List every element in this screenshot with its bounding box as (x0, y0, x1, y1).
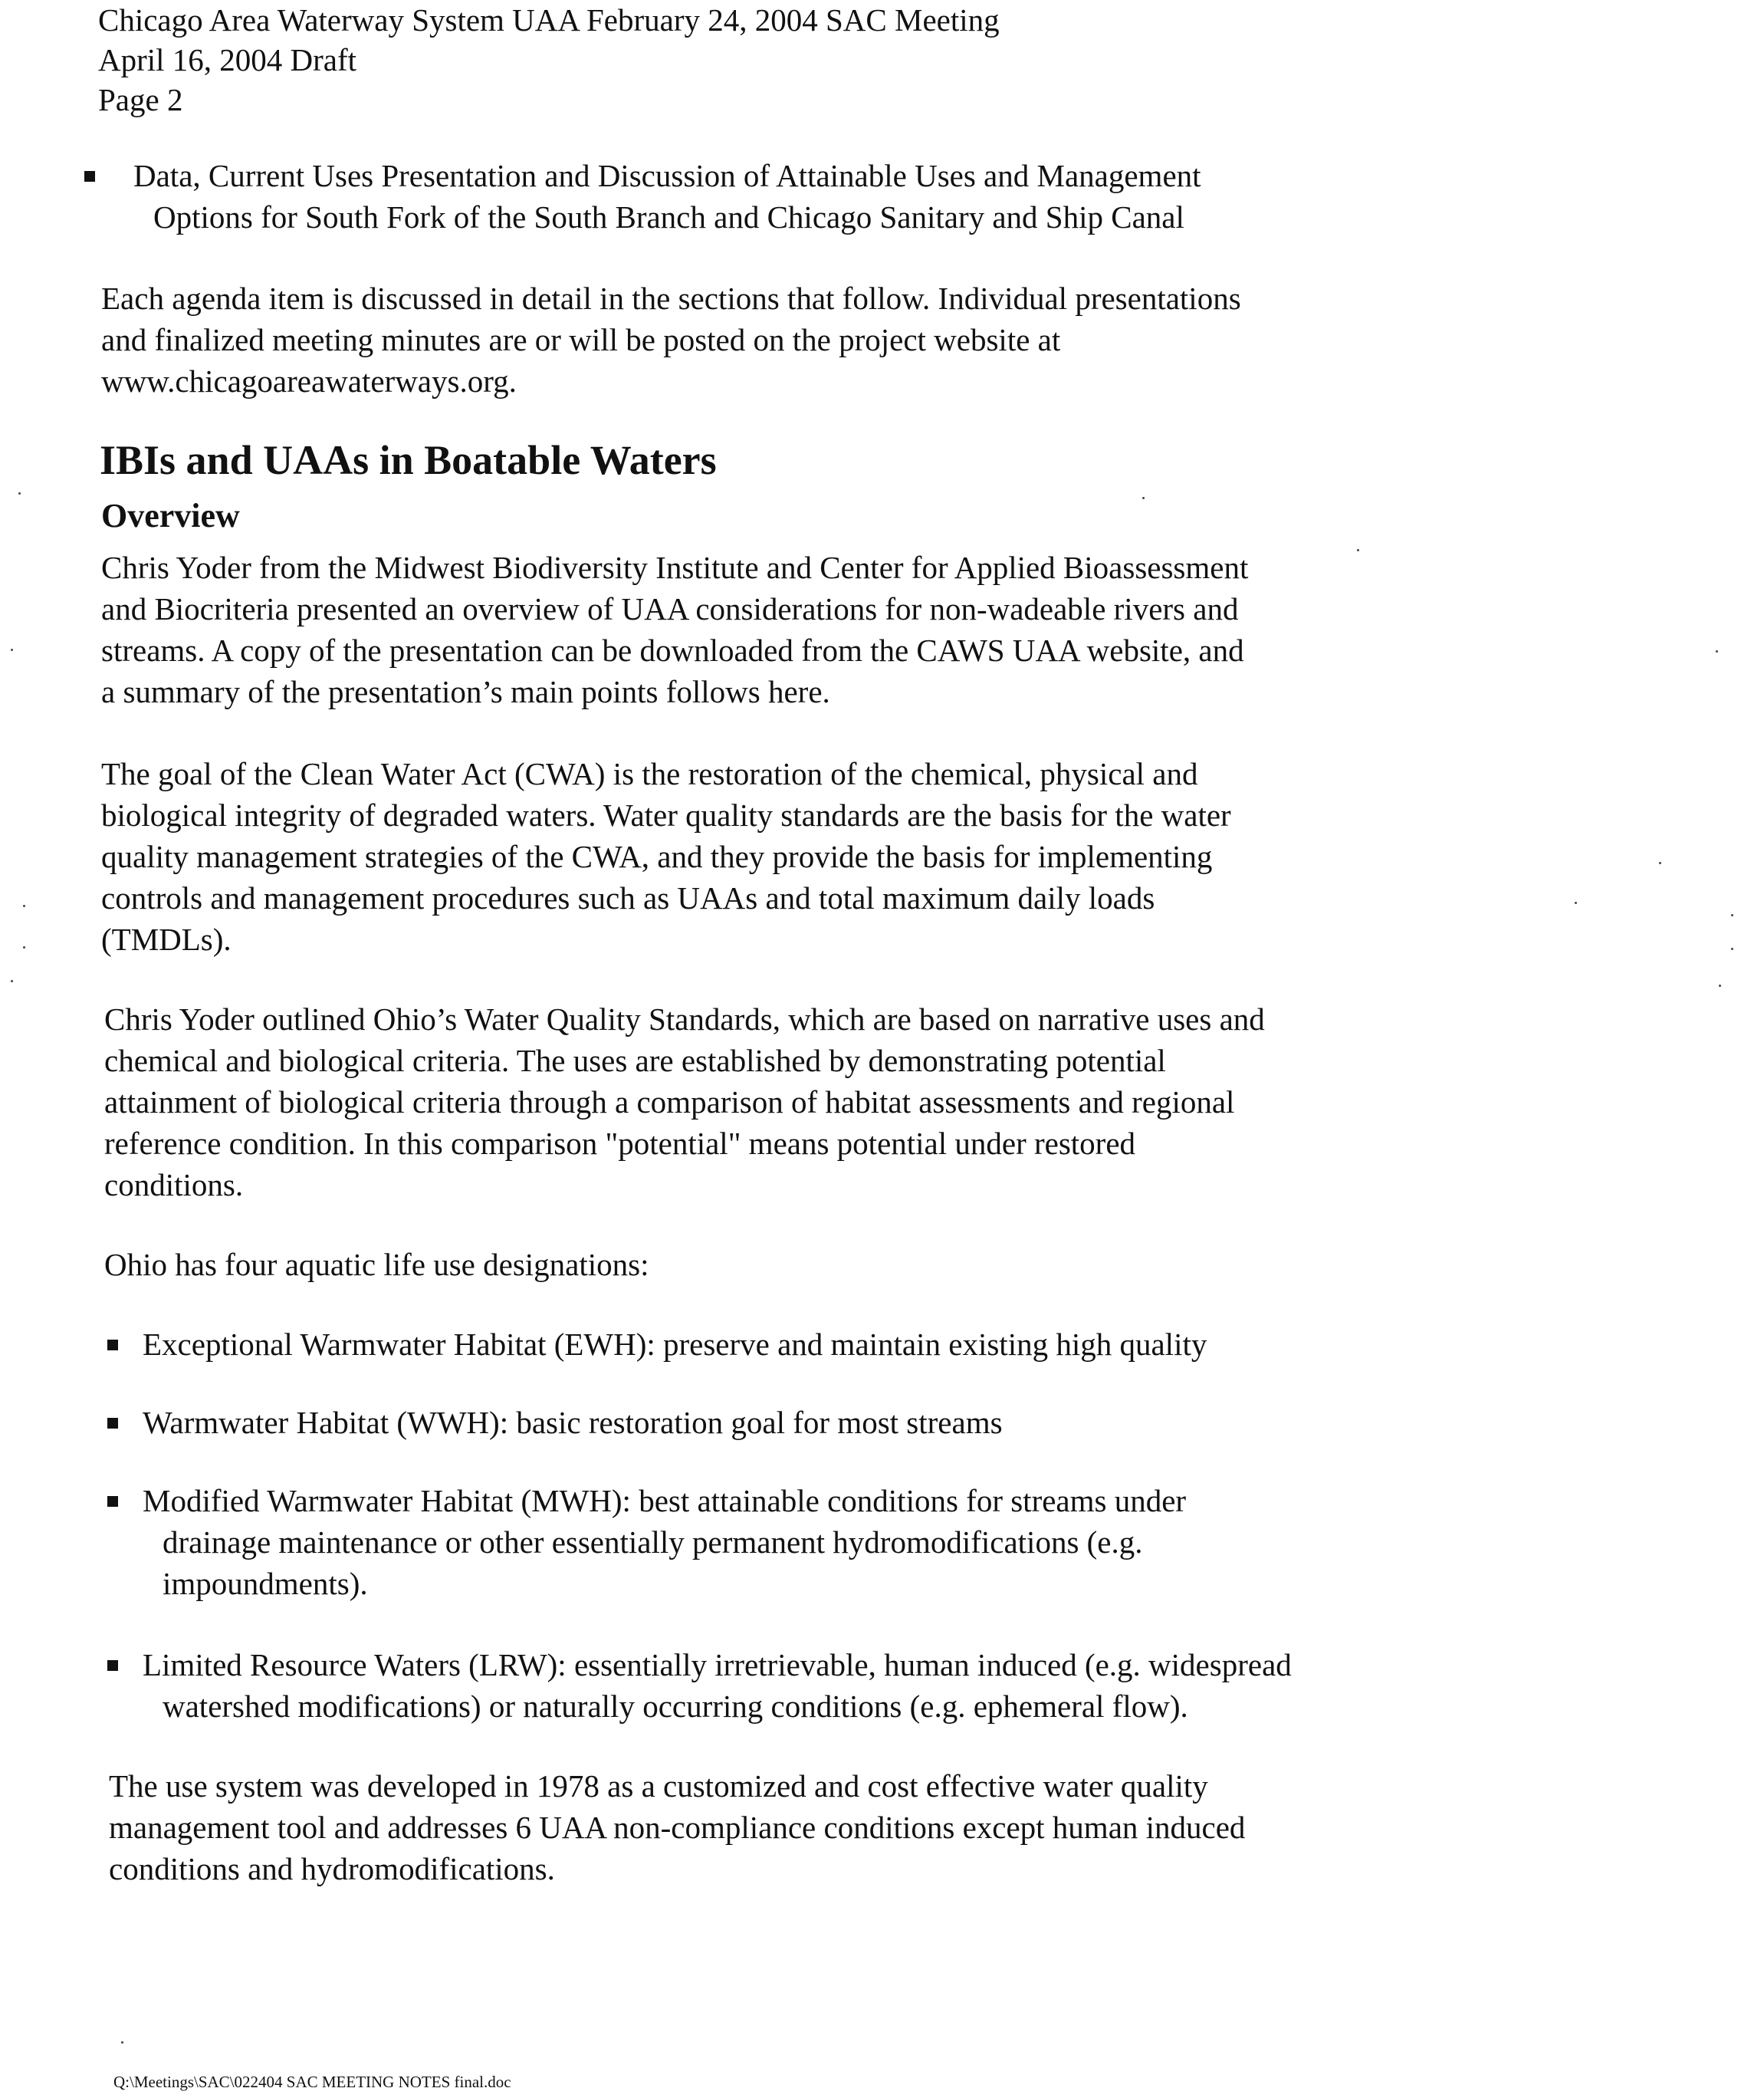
header-page-number: Page 2 (98, 82, 183, 117)
paragraph-line: Ohio has four aquatic life use designations: (104, 1247, 649, 1282)
scan-speck (23, 946, 25, 949)
bullet-square-icon (107, 1340, 118, 1350)
paragraph-ohio-standards (104, 998, 1484, 1205)
footer-file-path: Q:\Meetings\SAC\022404 SAC MEETING NOTES final.doc (113, 2073, 511, 2091)
paragraph-line: The use system was developed in 1978 as a customized and cost effective water quality (109, 1768, 1208, 1804)
scan-speck (11, 649, 13, 651)
intro-line-2: and finalized meeting minutes are or will be posted on the project website at (101, 322, 1061, 357)
intro-line-1: Each agenda item is discussed in detail in the sections that follow. Individual presentations (101, 281, 1241, 316)
scan-speck (1575, 902, 1577, 904)
paragraph-line: controls and management procedures such as UAAs and total maximum daily loads (101, 880, 1155, 916)
designation-item-wwh (107, 1402, 1503, 1443)
intro-line-3: www.chicagoareawaterways.org. (101, 363, 517, 399)
paragraph-line: The goal of the Clean Water Act (CWA) is the restoration of the chemical, physical and (101, 756, 1198, 791)
scan-speck (1731, 914, 1733, 916)
paragraph-line: quality management strategies of the CWA, and they provide the basis for implementing (101, 839, 1213, 874)
header-date: April 16, 2004 Draft (98, 42, 357, 77)
paragraph-line: conditions. (104, 1167, 244, 1202)
scan-speck (1719, 985, 1721, 987)
section-subheading: Overview (101, 497, 240, 534)
designation-item-ewh (107, 1324, 1503, 1365)
scan-speck (18, 492, 21, 495)
paragraph-line: streams. A copy of the presentation can be downloaded from the CAWS UAA website, and (101, 633, 1244, 668)
agenda-bullet-line-2: Options for South Fork of the South Branch and Chicago Sanitary and Ship Canal (153, 199, 1184, 235)
scan-speck (121, 2041, 123, 2044)
bullet-square-icon (107, 1496, 118, 1507)
scan-speck (23, 905, 25, 907)
designation-line: Modified Warmwater Habitat (MWH): best attainable conditions for streams under (143, 1483, 1187, 1518)
paragraph-use-system (109, 1765, 1489, 1889)
paragraph-line: biological integrity of degraded waters. Water quality standards are the basis for the water (101, 797, 1231, 833)
paragraph-line: Chris Yoder outlined Ohio’s Water Quality Standards, which are based on narrative uses and (104, 1001, 1265, 1037)
paragraph-line: conditions and hydromodifications. (109, 1851, 555, 1886)
paragraph-line: a summary of the presentation’s main points follows here. (101, 674, 830, 709)
agenda-bullet-line-1: Data, Current Uses Presentation and Discussion of Attainable Uses and Management (133, 158, 1201, 193)
designation-item-lrw (107, 1644, 1503, 1727)
header-title: Chicago Area Waterway System UAA February 24, 2004 SAC Meeting (98, 2, 1000, 38)
designation-line: Exceptional Warmwater Habitat (EWH): preserve and maintain existing high quality (143, 1327, 1207, 1362)
scan-speck (1357, 549, 1359, 551)
paragraph-line: reference condition. In this comparison "potential" means potential under restored (104, 1126, 1136, 1161)
paragraph-line: chemical and biological criteria. The uses are established by demonstrating potential (104, 1043, 1166, 1078)
scan-speck (11, 980, 13, 982)
designation-line: watershed modifications) or naturally occurring conditions (e.g. ephemeral flow). (163, 1689, 1188, 1724)
page-header (98, 0, 1000, 120)
bullet-square-icon (107, 1660, 118, 1671)
bullet-square-icon (107, 1418, 118, 1429)
intro-paragraph (101, 278, 1481, 402)
scan-speck (1659, 862, 1661, 864)
paragraph-designations-intro (104, 1244, 1484, 1285)
scan-speck (1716, 650, 1718, 653)
designation-item-mwh (107, 1480, 1503, 1604)
designation-line: impoundments). (163, 1566, 368, 1601)
paragraph-line: attainment of biological criteria through a comparison of habitat assessments and regional (104, 1084, 1235, 1120)
section-heading: IBIs and UAAs in Boatable Waters (100, 437, 717, 483)
designation-line: Limited Resource Waters (LRW): essentially irretrievable, human induced (e.g. widespread (143, 1647, 1292, 1682)
scan-speck (1731, 948, 1733, 950)
paragraph-line: and Biocriteria presented an overview of UAA considerations for non-wadeable rivers and (101, 591, 1239, 626)
designation-line: drainage maintenance or other essentially permanent hydromodifications (e.g. (163, 1524, 1143, 1560)
designation-line: Warmwater Habitat (WWH): basic restoration goal for most streams (143, 1405, 1003, 1440)
paragraph-presentation-overview (101, 547, 1481, 712)
paragraph-line: management tool and addresses 6 UAA non-compliance conditions except human induced (109, 1810, 1246, 1845)
paragraph-line: (TMDLs). (101, 922, 232, 957)
paragraph-cwa-goal (101, 753, 1481, 960)
agenda-bullet (84, 155, 1480, 238)
scan-speck (1142, 497, 1145, 499)
paragraph-line: Chris Yoder from the Midwest Biodiversity Institute and Center for Applied Bioassessment (101, 550, 1249, 585)
bullet-square-icon (84, 171, 95, 182)
